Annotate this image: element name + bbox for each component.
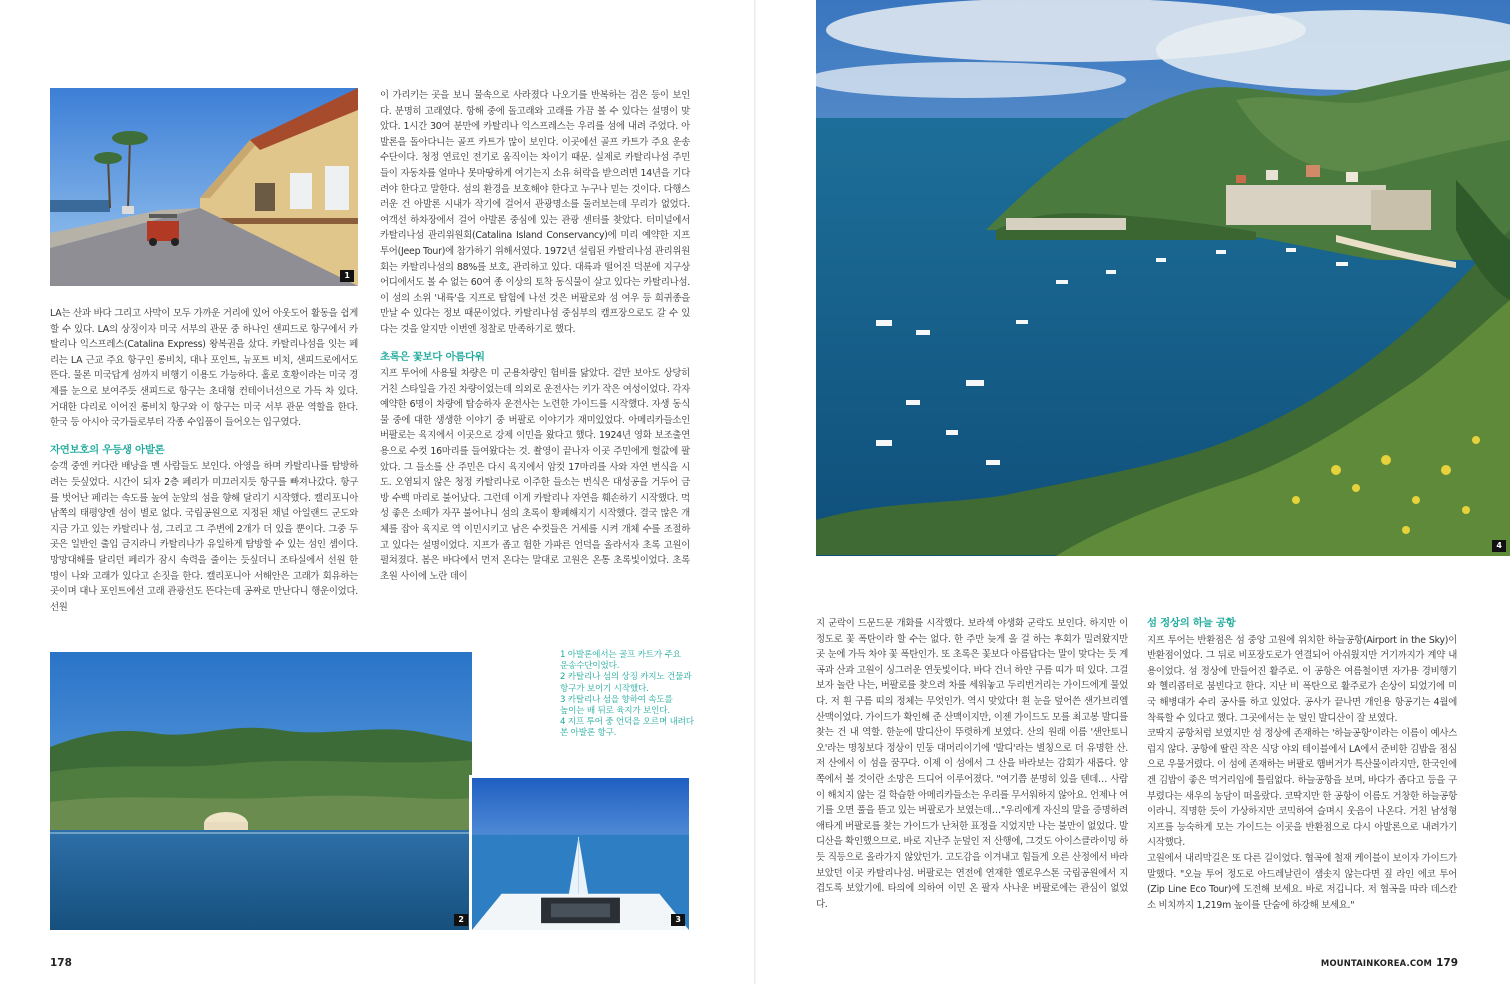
photo-ferry-wake: [469, 775, 689, 930]
caption-line: 1 아발론에서는 골프 카트가 주요: [560, 650, 681, 660]
page-footer-right: [1321, 957, 1458, 969]
caption-line: 운송수단이었다.: [560, 661, 620, 672]
article-paragraph: 지프 투어는 반환점은 섬 중앙 고원에 위치한 하늘공항(Airport in the Sky)이 반환점이었다. 그 뒤로 비포장도로가 연결되어 아쉬웠지만 거기까지가 계약 내용이었다. 섬 정상에 만들어진 활주로. 이 공항은 여름철이면 자가용 경비행기와 헬리콥터로 붐빈다고 한다. 지난 비 폭탄으로 활주로가 손상이 되었기에 미국 해병대가 수리 공사를 하고 있었다. 공사가 끝나면 개인용 항공기는 4월에 착륙할 수 있다고 했다. 그곳에서는 눈 덮인 발디산이 잘 보였다.: [1147, 634, 1457, 724]
magazine-website: MOUNTAINKOREA.COM: [1320, 958, 1433, 968]
caption-line: 3 카탈리나 섬을 향하여 속도를: [560, 694, 673, 705]
photo-catalina-harbor: [50, 652, 472, 930]
photo-avalon-street: [50, 88, 358, 286]
photo-captions: [560, 650, 710, 740]
caption-line: 본 아발론 항구.: [560, 728, 617, 739]
article-paragraph: 지 군락이 드문드문 개화를 시작했다. 보라색 야생화 군락도 보인다. 하지만 이 정도로 꽃 폭탄이라 할 수는 없다. 한 주만 늦게 올 걸 하는 후회가 밀려왔지만 곳 눈에 가득 차야 꽃 폭탄인가. 또 초록은 꽃보다 아름답다는 말이 맞다는 듯 계곡과 산과 고원이 싱그러운 연둣빛이다. 바다 건너 하얀 구름 띠가 떠 있다. 그걸 보자 놀란 나는, 버팔로를 찾으려 차를 세워놓고 두리번거리는 가이드에게 물었다. 저 흰 구름 띠의 정체는 무엇인가. 역시 맞았다! 흰 눈을 덮어쓴 샌가브리엘산맥이었다. 가이드가 확인해 준 산맥이지만, 이젠 가이드도 모를 최고봉 발디를 찾는 건 내 역할. 한눈에 발디산이 뚜렷하게 보였다. 산의 원래 이름 '샌안토니오'라는 명칭보다 정상이 민둥 대머리이기에 '발디'라는 별칭으로 더 유명한 산. 저 산에서 이 섬을 꿈꾸다. 이제 이 섬에서 그 산을 바라보는 감회가 새롭다. 양쪽에서 볼 것이란 소망은 드디어 이루어졌다. "여기쯤 분명히 있을 텐데… 사람이 해치지 않는 걸 학습한 아메리카들소는 우리를 무서워하지 않아요. 언제나 여기를 오면 풀을 뜯고 있는 버팔로가 보였는데…"우리에게 자신의 말을 증명하려 애타게 버팔로를 찾는 가이드가 난처한 표정을 지었지만 나는 불만이 없었다. 발디산을 확인했으므로. 바로 지난주 눈덮인 저 산행에, 그것도 아이스클라이밍 하듯 직등으로 올라가지 않았던가. 고도감을 이겨내고 힘들게 오른 산정에서 바라보았던 이곳 카탈리나섬. 버팔로는 연전에 연재한 옐로우스톤 국립공원에서 지겹도록 보았기에. 타의에 의하여 이민 온 팔자 사나운 버팔로에는 관심이 없었다.: [816, 618, 1128, 910]
article-column-2: [380, 88, 690, 584]
article-column-4: [1147, 604, 1457, 913]
article-paragraph: LA는 산과 바다 그리고 사막이 모두 가까운 거리에 있어 아웃도어 활동을 쉽게 할 수 있다. LA의 상징이자 미국 서부의 관문 중 하나인 샌피드로 항구에서 카탈리나 익스프레스(Catalina Express) 왕복권을 샀다. 카탈리나섬을 잇는 페리는 LA 근교 주요 항구인 롱비치, 대나 포인트, 뉴포트 비치, 샌피드로에서도 뜬다. 물론 미국답게 섬까지 비행기 이용도 가능하다. 홀로 호황이라는 미국 경제를 눈으로 보여주듯 샌피드로 항구는 초대형 컨테이너선으로 가득 차 있다. 거대한 다리로 이어진 롱비치 항구와 이 항구는 미국 서부 관문 역할을 한다. 한국 등 아시아 국가들로부터 각종 수입품이 들어오는 입구였다.: [50, 308, 358, 429]
caption-line: 4 지프 투어 중 언덕을 오르며 내려다: [560, 717, 694, 728]
article-paragraph: 승객 중엔 커다란 배낭을 멘 사람들도 보인다. 아영을 하며 카탈리나를 탐방하려는 듯싶었다. 시간이 되자 2층 페리가 미끄러지듯 항구를 빠져나갔다. 항구를 벗어난 페리는 속도를 높여 눈앞의 섬을 향해 달리기 시작했다. 캘리포니아 남쪽의 태평양엔 섬이 별로 없다. 국립공원으로 지정된 채널 아일랜드 군도와 지금 가고 있는 카탈리나 섬, 그리고 그 주변에 2개가 더 있을 뿐이다. 그중 두 곳은 일반인 출입 금지라니 카탈리나가 유일하게 탐방할 수 있는 섬인 셈이다. 망망대해를 달리던 페리가 잠시 속력을 줄이는 듯싶더니 조타실에서 선원 한 명이 나와 고래가 있다고 손짓을 한다. 캘리포니아 서해안은 고래가 회유하는 곳이며 대나 포인트에선 고래 관광선도 뜬다는데 공짜로 만난다니 행운이었다. 선원: [50, 461, 358, 613]
section-heading: 섬 정상의 하늘 공항: [1147, 617, 1236, 629]
photo-number: 1: [340, 270, 354, 282]
article-column-3: [816, 616, 1128, 912]
section-heading: 초록은 꽃보다 아름다워: [380, 350, 485, 363]
caption-line: 2 카탈리나 섬의 상징 카지노 건물과: [560, 672, 692, 683]
article-paragraph: 고원에서 내리막길은 또 다른 길이었다. 협곡에 철재 케이블이 보이자 가이드가 말했다. "오늘 투어 정도로 아드레날린이 샘솟지 않는다면 짚 라인 에코 투어(Zip Line Eco Tour)에 도전해 보세요. 바로 저깁니다. 저 협곡을 따라 데스칸소 비치까지 1,219m 높이를 단숨에 하강해 보세요.": [1147, 852, 1457, 911]
page-number-right: 179: [1436, 957, 1458, 969]
caption-line: 높이는 배 뒤로 육지가 보인다.: [560, 706, 670, 717]
article-paragraph: 지프 투어에 사용될 차량은 미 군용차량인 험비를 닮았다. 겉만 보아도 상당히 거친 스타일을 가진 차량이었는데 의외로 운전사는 키가 작은 여성이었다. 각자 예약한 6명이 차량에 탑승하자 운전사는 노련한 가이드를 시작했다. 자생 동식물 중에 대한 생생한 이야기 중 버팔로 이야기가 재미있었다. 아메리카들소인 버팔로는 육지에서 이곳으로 강제 이민을 왔다고 했다. 1924년 영화 보조출연용으로 수컷 16마리를 들여왔다는 것. 촬영이 끝나자 이곳 주민에게 헐값에 팔았다. 그 들소를 산 주민은 다시 육지에서 암컷 17마리를 사와 자연 번식을 시도. 오염되지 않은 청정 카탈리나로 이주한 들소는 번식은 대성공을 거두어 금방 수백 마리로 불어났다. 그런데 이게 카탈리나 자연을 훼손하기 시작했다. 먹성 좋은 소떼가 자꾸 불어나니 섬의 초록이 황폐해지기 시작했다. 결국 많은 개체를 잡아 육지로 역 이민시키고 남은 수컷들은 거세를 시켜 개체 수를 조절하고 있다는 설명이었다. 지프가 좁고 험한 가파른 언덕을 올라서자 초록 고원이 펼쳐졌다. 봄은 바다에서 먼저 온다는 말대로 고원은 온통 초록빛이었다. 초록 초원 사이에 노란 데이: [380, 368, 690, 582]
article-paragraph: 코딱지 공항처럼 보였지만 섬 정상에 존재하는 '하늘공항'이라는 이름이 예사스럽지 않다. 공항에 딸린 작은 식당 야외 테이블에서 LA에서 준비한 김밥을 점심으로 우물거렸다. 이 섬에 존재하는 버팔로 햄버거가 특산물이라지만, 한국인에겐 김밥이 좋은 먹거리임에 틀림없다. 하늘공항을 보며, 바다가 좁다고 등을 구부렸다는 새우의 농담이 떠올랐다. 코딱지만 한 공항이 이름도 거창한 하늘공항이라니. 직명한 듯이 가상하지만 코믹하여 슬며시 웃음이 나온다. 거친 남성형 지프를 능숙하게 모는 가이드는 이곳을 반환점으로 다시 아발론으로 내려가기 시작했다.: [1147, 728, 1457, 849]
photo-number: 4: [1492, 540, 1506, 552]
photo-number: 3: [671, 914, 685, 926]
photo-number: 2: [454, 914, 468, 926]
section-heading: 자연보호의 우등생 아발론: [50, 443, 165, 456]
page-number-left: 178: [50, 957, 72, 969]
article-paragraph: 이 가리키는 곳을 보니 물속으로 사라졌다 나오기를 반복하는 검은 등이 보인다. 분명히 고래였다. 항해 중에 돌고래와 고래를 가끔 볼 수 있다는 설명이 맞았다. 1시간 30여 분만에 카탈리나 익스프레스는 우리를 섬에 내려 주었다. 아발론을 돌아다니는 골프 카트가 많이 보인다. 이곳에선 골프 카트가 주요 운송수단이다. 청정 연료인 전기로 움직이는 차이기 때문. 실제로 카탈리나섬 주민들이 자동차를 얼마나 못마땅하게 여기는지 소유 허락을 받으려면 14년을 기다려야 한다고 말한다. 섬의 환경을 보호해야 한다고 누구나 믿는 것이다. 다행스러운 건 아발론 시내가 작기에 걸어서 관광명소를 둘러보는데 무리가 없었다. 여객선 하차장에서 걸어 아발론 중심에 있는 관광 센터를 찾았다. 터미널에서 카탈리나섬 관리위원회(Catalina Island Conservancy)에 미리 예약한 지프 투어(Jeep Tour)에 참가하기 위해서였다. 1972년 설립된 카탈리나섬 관리위원회는 카탈리나섬의 88%를 보호, 관리하고 있다. 대륙과 떨어진 덕분에 지구상 어디에서도 볼 수 없는 60여 종 이상의 토착 동식물이 살고 있다는 카탈리나섬. 이 섬의 소위 '내륙'을 지프로 탐험에 나선 것은 버팔로와 섬 여우 등 희귀종을 만날 수 있다는 정보 때문이었다. 카탈리나섬 중심부의 캠프장으로도 갈 수 있다는 것을 알지만 이번엔 정찰로 만족하기로 했다.: [380, 90, 690, 335]
photo-avalon-bay: [816, 0, 1510, 556]
caption-line: 항구가 보이기 시작했다.: [560, 683, 649, 694]
article-column-1: [50, 306, 358, 615]
page-gutter: [754, 0, 756, 984]
